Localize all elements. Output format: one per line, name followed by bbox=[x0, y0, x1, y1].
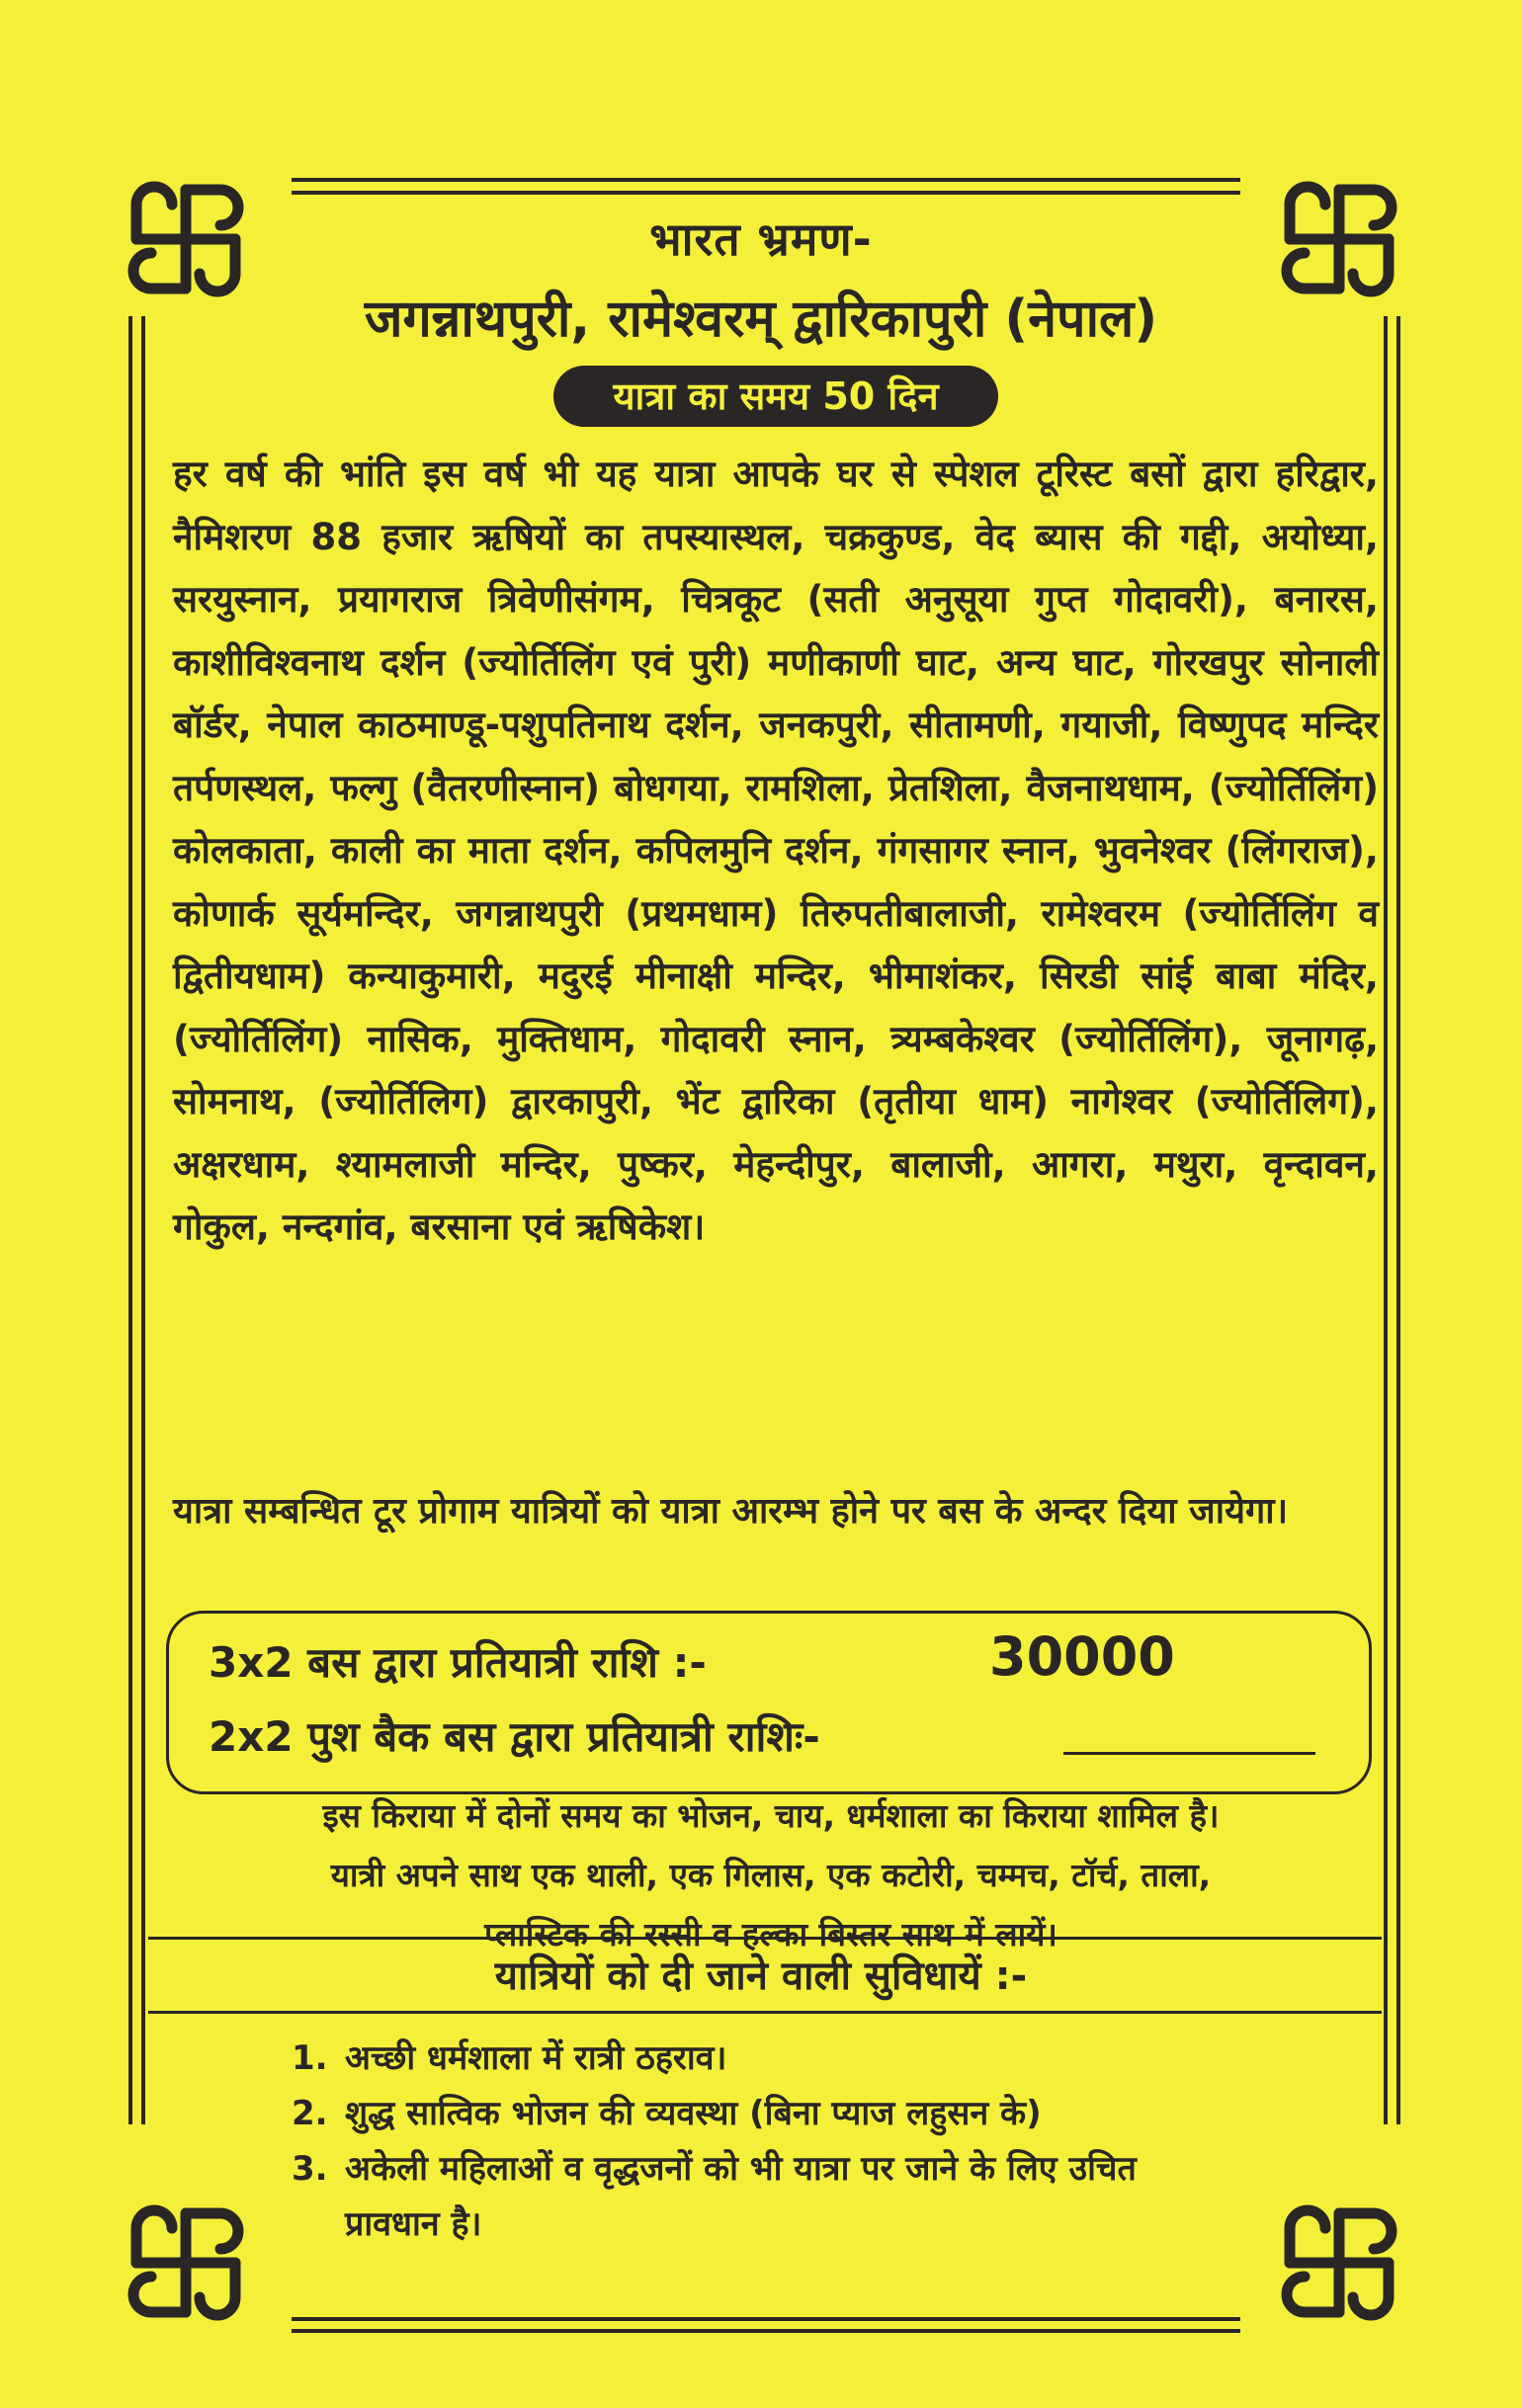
bottom-rule-2 bbox=[292, 2329, 1240, 2333]
pricing-box bbox=[166, 1611, 1372, 1794]
price-blank-2x2 bbox=[1063, 1752, 1315, 1755]
list-number: 2. bbox=[292, 2094, 328, 2133]
list-item bbox=[292, 2141, 1280, 2252]
list-number: 1. bbox=[292, 2038, 328, 2078]
facilities-list bbox=[292, 2031, 1280, 2252]
left-rule-1 bbox=[128, 316, 132, 2124]
facilities-divider-bottom bbox=[148, 2011, 1382, 2014]
inclusion-line: इस किराया में दोनों समय का भोजन, चाय, धर्मशाला का किराया शामिल है। bbox=[322, 1796, 1220, 1835]
swastika-icon bbox=[117, 170, 255, 308]
inclusion-line: प्लास्टिक की रस्सी व हल्का बिस्तर साथ में लायें। bbox=[484, 1915, 1057, 1953]
inclusion-line: यात्री अपने साथ एक थाली, एक गिलास, एक कटोरी, चम्मच, टॉर्च, ताला, bbox=[330, 1856, 1212, 1894]
price-value-3x2: 30000 bbox=[989, 1625, 1175, 1688]
right-rule-2 bbox=[1396, 316, 1400, 2124]
list-text: शुद्ध सात्विक भोजन की व्यवस्था (बिना प्याज लहुसन के) bbox=[345, 2094, 1042, 2133]
swastika-icon bbox=[1270, 2194, 1408, 2332]
price-label-3x2: 3x2 बस द्वारा प्रतियात्री राशि :- bbox=[209, 1638, 707, 1687]
swastika-icon bbox=[1270, 170, 1408, 308]
top-rule-2 bbox=[292, 191, 1240, 195]
list-text: अच्छी धर्मशाला में रात्री ठहराव। bbox=[345, 2038, 727, 2078]
list-item bbox=[292, 2031, 1280, 2086]
list-item bbox=[292, 2086, 1280, 2141]
itinerary-paragraph: हर वर्ष की भांति इस वर्ष भी यह यात्रा आपके घर से स्पेशल टूरिस्ट बसों द्वारा हरिद्वार, नैमिशरण 88 हजार ऋषियों का तपस्यास्थल, चक्रकुण्ड, वेद ब्यास की गद्दी, अयोध्या, सरयुस्नान, प्रयागराज त्रिवेणीसंगम, चित्रकूट (सती अनुसूया गुप्त गोदावरी), बनारस, काशीविश्वनाथ दर्शन (ज्योर्तिलिंग एवं पुरी) मणीकाणी घाट, अन्य घाट, गोरखपुर सोनाली बॉर्डर, नेपाल काठमाण्डू-पशुपतिनाथ दर्शन, जनकपुरी, सीतामणी, गयाजी, विष्णुपद मन्दिर तर्पणस्थल, फल्गु (वैतरणीस्नान) बोधगया, रामशिला, प्रेतशिला, वैजनाथधाम, (ज्योर्तिलिंग) कोलकाता, काली का माता दर्शन, कपिलमुनि दर्शन, गंगसागर स्नान, भुवनेश्वर (लिंगराज), कोणार्क सूर्यमन्दिर, जगन्नाथपुरी (प्रथमधाम) तिरुपतीबालाजी, रामेश्वरम (ज्योर्तिलिंग व द्वितीयधाम) कन्याकुमारी, मदुरई मीनाक्षी मन्दिर, भीमाशंकर, सिरडी सांई बाबा मंदिर, (ज्योर्तिलिंग) नासिक, मुक्तिधाम, गोदावरी स्नान, त्र्यम्बकेश्वर (ज्योर्तिलिंग), जूनागढ़, सोमनाथ, (ज्योर्तिलिग) द्वारकापुरी, भेंट द्वारिका (तृतीया धाम) नागेश्वर (ज्योर्तिलिग), अक्षरधाम, श्यामलाजी मन्दिर, पुष्कर, मेहन्दीपुर, बालाजी, आगरा, मथुरा, वृन्दावन, गोकुल, नन्दगांव, बरसाना एवं ऋषिकेश। bbox=[173, 453, 1379, 1248]
right-rule-1 bbox=[1384, 316, 1388, 2124]
price-label-2x2: 2x2 पुश बैक बस द्वारा प्रतियात्री राशिः- bbox=[209, 1712, 820, 1761]
top-rule-1 bbox=[292, 178, 1240, 182]
list-number: 3. bbox=[292, 2149, 328, 2189]
tour-subtitle: जगन्नाथपुरी, रामेश्वरम् द्वारिकापुरी (नेपाल) bbox=[364, 290, 1158, 349]
left-rule-2 bbox=[141, 316, 145, 2124]
program-note: यात्रा सम्बन्धित टूर प्रोगाम यात्रियों को यात्रा आरम्भ होने पर बस के अन्दर दिया जायेगा। bbox=[173, 1491, 1289, 1532]
facilities-title: यात्रियों को दी जाने वाली सुविधायें :- bbox=[494, 1953, 1028, 1999]
bottom-rule-1 bbox=[292, 2317, 1240, 2321]
duration-badge: यात्रा का समय 50 दिन bbox=[553, 366, 998, 427]
inclusions bbox=[188, 1786, 1354, 1964]
list-text: अकेली महिलाओं व वृद्धजनों को भी यात्रा पर जाने के लिए उचित प्रावधान है। bbox=[345, 2149, 1137, 2244]
swastika-icon bbox=[117, 2194, 255, 2332]
tour-title: भारत भ्रमण- bbox=[649, 212, 873, 266]
